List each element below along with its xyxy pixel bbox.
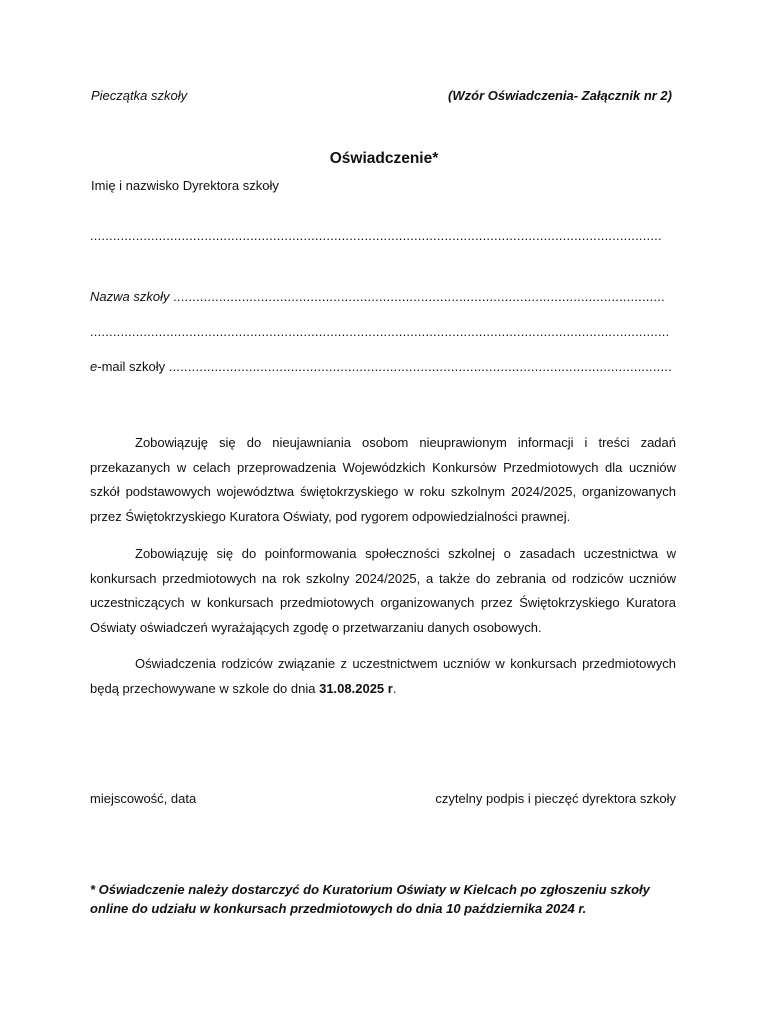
school-email-row [90,359,671,375]
paragraph-information-duty: Zobowiązuję się do poinformowania społeczności szkolnej o zasadach uczestnictwa w konkursach przedmiotowych na rok szkolny 2024/2025, a także do zebrania od rodziców uczniów uczestniczących w konkursach przedmiotowych organizowanych przez Świętokrzyskiego Kuratora Oświaty oświadczeń wyrażających zgodę o przetwarzaniu danych osobowych. [90,546,676,635]
school-email-label: e-mail szkoły [90,359,166,374]
school-name-label: Nazwa szkoły [90,289,170,304]
school-stamp-label: Pieczątka szkoły [91,88,188,103]
school-name-dotted-line[interactable] [173,289,665,305]
director-name-label: Imię i nazwisko Dyrektora szkoły [91,178,279,193]
storage-date: 31.08.2025 r [319,680,393,696]
document-title: Oświadczenie* [329,150,439,167]
paragraph-confidentiality: Zobowiązuję się do nieujawniania osobom nieuprawionym informacji i treści zadań przekazanych w celach przeprowadzenia Wojewódzkich Konkursów Przedmiotowych dla uczniów szkół podstawowych województwa świętokrzyskiego w roku szkolnym 2024/2025, organizowanych przez Świętokrzyskiego Kuratora Oświaty, pod rygorem odpowiedzialności prawnej. [90,435,676,524]
school-name-second-dotted-line[interactable] [90,324,668,340]
template-attachment-label: (Wzór Oświadczenia- Załącznik nr 2) [448,88,672,103]
footnote: * Oświadczenie należy dostarczyć do Kuratorium Oświaty w Kielcach po zgłoszeniu szkoły online do udziału w konkursach przedmiotowych do dnia 10 października 2024 r. [90,882,650,916]
school-name-row [90,289,665,305]
director-name-dotted-line[interactable] [90,228,663,244]
school-email-dotted-line[interactable] [169,359,671,375]
director-signature-label: czytelny podpis i pieczęć dyrektora szkoły [435,791,676,806]
place-date-label: miejscowość, data [90,791,197,806]
paragraph-storage: Oświadczenia rodziców związanie z uczestnictwem uczniów w konkursach przedmiotowych będą przechowywane w szkole do dnia 31.08.2025 r. [90,656,676,696]
